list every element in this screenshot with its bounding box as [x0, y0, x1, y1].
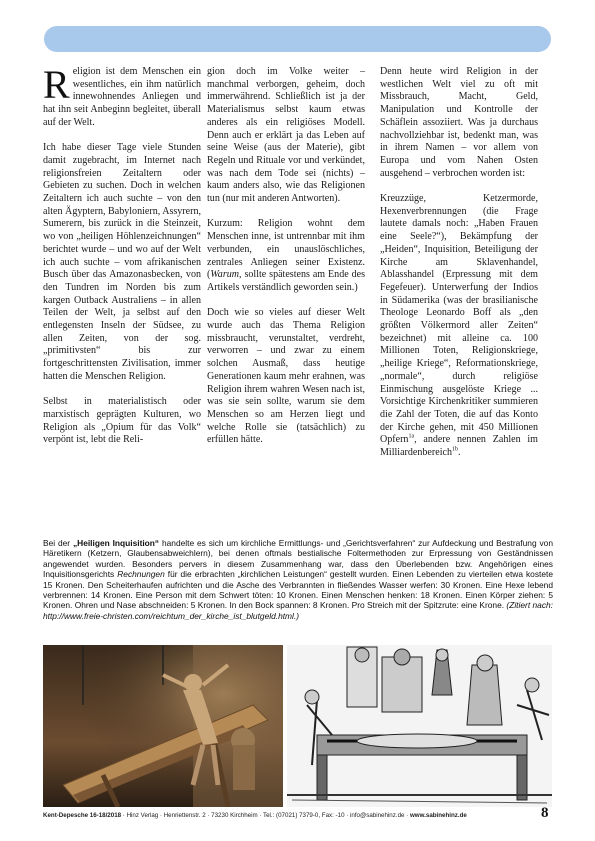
paragraph-text: . — [457, 447, 461, 459]
page-footer — [43, 812, 533, 819]
caption-text: Bei der — [43, 538, 73, 548]
paragraph — [43, 62, 201, 130]
torture-chamber-illustration — [43, 645, 283, 807]
paragraph: Denn heute wird Religion in der westlichen Welt viel zu oft mit Missbrauch, Macht, Geld, Manipulation und Kontrolle der Schäflein assoziiert. Was ja durchaus nachvollziehbar ist, bedenkt man, was in ihrem Namen – vor allem von Europa und vom Nahen Osten ausgehend – verbrochen worden ist: — [380, 66, 538, 179]
inquisition-caption — [43, 538, 553, 621]
caption-bold: „Heiligen Inquisition“ — [72, 538, 160, 548]
page-number: 8 — [541, 805, 549, 821]
paragraph: gion doch im Volke weiter – manchmal verborgen, geheim, doch immerwährend. Schließlich ist ja der Materialismus selbst kaum etwas anderes als ein religiöses Modell. Denn auch er erklärt ja das Leben auf seine Weise (aus der Materie), gibt Regeln und Rituale vor und verkündet, was nach dem Tode sei (nichts) – kaum anders also, wie das Religionen tun (nur mit anderen Antworten). — [207, 66, 365, 205]
paragraph-text: Kreuzzüge, Ketzermorde, Hexenverbrennungen (die Frage lautete damals noch: „Haben Frauen eine Seele?“), Bekämpfung der „Heiden“, Inquisition, Beteiligung der Kirche am Sklavenhandel, Ablasshandel (Erpressung mit dem Fegefeuer). Unterwerfung der Indios in Südamerika (was der brasilianische Theologe Leonardo Boff als „den größten Völkermord aller Zeiten“ bezeichnet) mit alleine ca. 100 Millionen Toten, Religionskriege, „heilige Kriege“, Reformationskriege, „normale“, durch religiöse Einmischung ausgelöste Kriege ... Vorsichtige Kirchenkritiker summieren die Zahl der Toten, die auf das Konto der Kirche gehen, mit 450 Millionen Opfern — [380, 193, 538, 446]
caption-text: für die erbrachten „kirchlichen Leistungen“ gestellt wurden. Einen Lebenden zu vierteilen etwa kostete 15 Kronen. Den Scheiterhaufen aufrichten und die Asche des Verbrannten in fließendes Wasser werfen: 30 Kronen. Eine Hexe lebend verbrennen: 14 Kronen. Eine Person mit dem Schwert töten: 10 Kronen. Einen Menschen henken: 18 Kronen. Einen Körper ziehen: 5 Kronen. Ohren und Nase abschneiden: 5 Kronen. In den Bock spannen: 8 Kronen. Pro Streich mit der Spitzrute: eine Krone. — [43, 569, 553, 611]
paragraph-text: eligion ist dem Menschen ein wesentliches, ein ihm natürlich innewohnendes Anliegen und hat ihn seit Anbeginn begleitet, überall auf der Welt. — [43, 66, 201, 128]
paragraph — [380, 193, 538, 460]
emphasis: Warum — [210, 269, 240, 281]
engraving-illustration — [287, 645, 552, 807]
paragraph: Ich habe dieser Tage viele Stunden damit zugebracht, im Internet nach religionsfreien Zeitaltern oder Gebieten zu suchen. Doch in welchen Zeitaltern ich auch suchte – von den alten Ägyptern, Babyloniern, Assyrern, Sumerern, bis zurück in die Steinzeit, wo von „heiligen Höhlenzeichnungen“ berichtet wurde – und wo auf der Welt ich auch suchte – vom afrikanischen Busch über das Amazonasbecken, von den Tundren im Norden bis zum kargen Outback Australiens – in allen Teilen der Welt, ja selbst auf den entlegensten Inseln der Südsee, zu allen Zeiten, von der sog. „primitivsten“ bis zur fortgeschrittensten Zivilisation, immer hatten die Menschen Religion. — [43, 142, 201, 382]
torture-chamber-photo — [43, 645, 283, 807]
footer-url: www.sabinehinz.de — [409, 812, 467, 819]
footer-publication: Kent-Depesche 16-18/2018 — [43, 812, 122, 819]
paragraph-text: , sollte spätestens am Ende des Artikels verständlich geworden sein.) — [207, 269, 365, 293]
caption-text: handelte es sich um kirchliche Ermittlungs- und „Gerichtsverfahren“ zur Aufdeckung und Bestrafung von Häretikern (Ketzern, Glaubensabweichlern), bei denen oftmals bestialische Foltermethoden zur Erpressung von Geständnissen angewendet wurden. Besonders pervers in diesem Zusammenhang war, dass den Überlebenden bzw. Angehörigen eines Inquisitionsgerichts — [43, 538, 553, 580]
paragraph-text: Kurzum: Religion wohnt dem Menschen inne, ist untrennbar mit ihm verbunden, ein unauslöschliches, zentrales Anliegen seiner Existenz. ( — [207, 218, 365, 281]
footnote-ref: 1b — [451, 446, 458, 453]
paragraph: Doch wie so vieles auf dieser Welt wurde auch das Thema Religion missbraucht, verunstaltet, verdreht, verworren – und zwar zu einem solchen Ausmaß, dass heutige Generationen kaum mehr erahnen, was Religion ihrem wahren Wesen nach ist, was sie sein sollte, warum sie dem Menschen so am Herzen liegt und welche Rolle sie (tatsächlich) zu erfüllen hätte. — [207, 307, 365, 446]
paragraph-text: , andere nennen Zahlen im Milliardenbereich — [380, 434, 538, 459]
paragraph: Selbst in materialistisch oder marxistisch geprägten Kulturen, wo Religion als „Opium für das Volk“ verpönt ist, lebt die Reli- — [43, 396, 201, 446]
footnote-ref: 1a — [408, 434, 415, 441]
inquisition-engraving — [287, 645, 552, 807]
text-column-1 — [43, 62, 201, 460]
text-column-3 — [380, 66, 538, 472]
footer-contact: · Hinz Verlag · Henriettenstr. 2 · 73230 Kirchheim · Tel.: (07021) 7379-0, Fax: -10 · info@sabinehinz.de · — [121, 812, 410, 819]
drop-cap: R — [43, 62, 70, 107]
caption-source: (Zitiert nach: http://www.freie-christen.com/reichtum_der_kirche_ist_blutgeld.html.) — [43, 600, 553, 621]
header-banner — [44, 26, 551, 52]
text-column-2 — [207, 66, 365, 460]
caption-italic: Rechnungen — [117, 569, 165, 580]
paragraph — [207, 218, 365, 294]
